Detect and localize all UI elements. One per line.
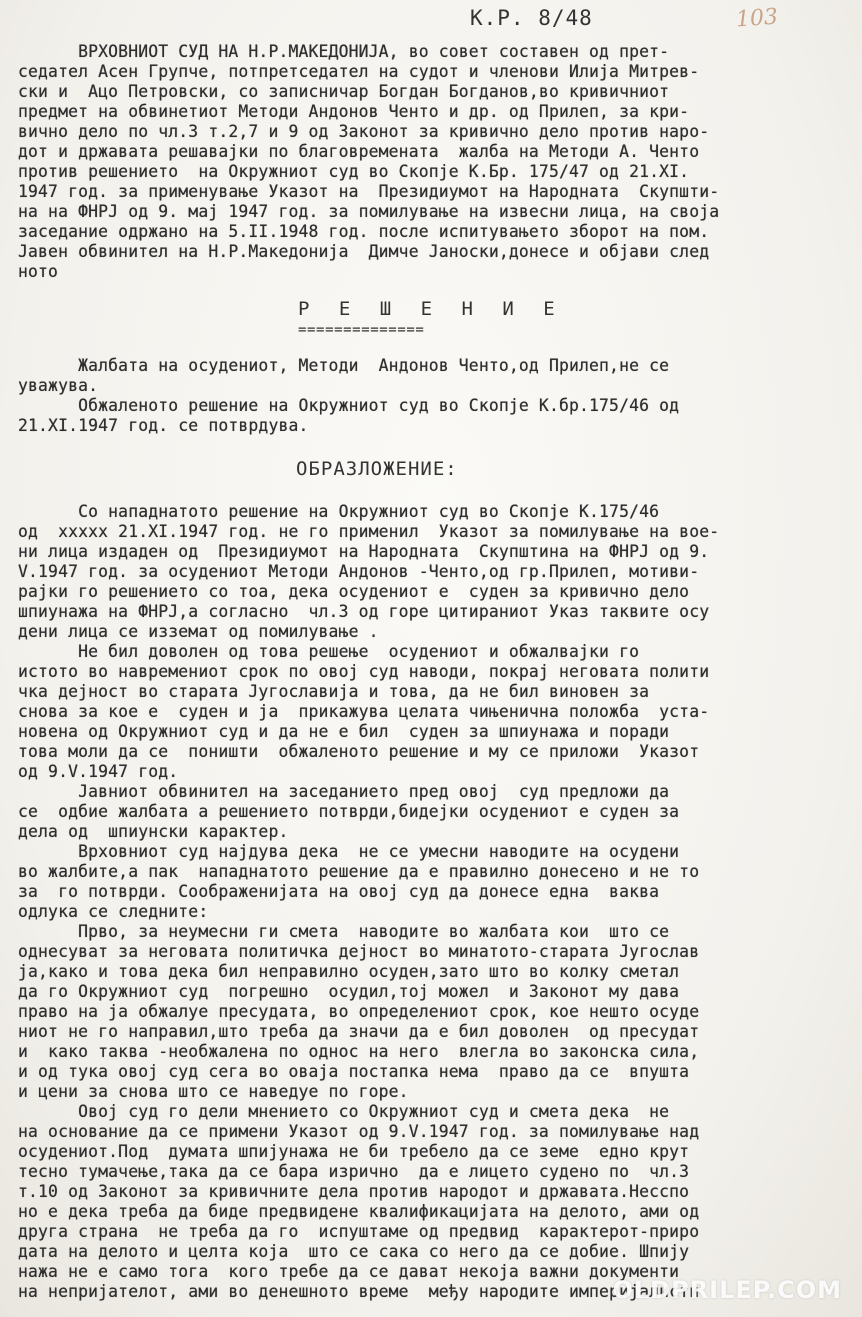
text-line: чка дејност во старата Југославија и това, да не бил виновен за xyxy=(18,682,650,701)
text-line: ски и Ацо Петровски, со записничар Богдан Богданов,во кривичниот xyxy=(18,82,670,101)
reasoning-heading: ОБРАЗЛОЖЕНИЕ: xyxy=(296,458,458,480)
decision-heading: Р Е Ш Е Н И Е xyxy=(298,298,564,320)
text-line: това моли да се поништи обжаленото решение и му се приложи Указот xyxy=(18,742,700,761)
intro-paragraph xyxy=(18,42,844,282)
text-line: Жалбата на осудениот, Методи Андонов Ченто,од Прилеп,не се xyxy=(18,356,670,375)
text-line: против решението на Окружниот суд во Скопје К.Бр. 175/47 од 21.XI. xyxy=(18,162,690,181)
text-line: Обжаленото решение на Окружниот суд во Скопје К.бр.175/46 од xyxy=(18,396,680,415)
handwritten-folio-number: 103 xyxy=(735,4,779,33)
text-line: рајки го решението со тоа, дека осудениот е суден за кривично дело xyxy=(18,582,690,601)
text-line: дени лица се изземат од помилување . xyxy=(18,622,379,641)
text-line: во жалбите,а пак нападнатото решение да е правилно донесено и не то xyxy=(18,862,700,881)
text-line: ја,како и това дека бил неправилно осуден,зато што во колку сметал xyxy=(18,962,680,981)
text-line: за го потврди. Соображенијата на овој суд да донесе една ваква xyxy=(18,882,660,901)
text-line: дата на делото и целта која што се сака со него да се добие. Шпију xyxy=(18,1242,690,1261)
text-line: Јавниот обвинител на заседанието пред овој суд предложи да xyxy=(18,782,670,801)
text-line: Прво, за неумесни ги смета наводите во жалбата кои што се xyxy=(18,922,670,941)
text-line: уважува. xyxy=(18,376,99,395)
text-line: заседание одржано на 5.II.1948 год. после испитувањето зборот на пом. xyxy=(18,222,710,241)
text-line: тесно тумачење,така да се бара изрично да е лицето судено по чл.3 xyxy=(18,1162,690,1181)
text-line: нажа не е само тога кого требе да се дават некоја важни документи xyxy=(18,1262,680,1281)
text-line: 21.XI.1947 год. се потврдува. xyxy=(18,416,309,435)
text-line: новена од Окружниот суд и да не е бил суден за шпиунажа и поради xyxy=(18,722,670,741)
decision-paragraph xyxy=(18,356,844,436)
text-line: и како таква -необжалена по однос на него влегла во законска сила, xyxy=(18,1042,700,1061)
text-line: од 9.V.1947 год. xyxy=(18,762,179,781)
text-line: т.10 од Законот за кривичните дела против народот и државата.Несспо xyxy=(18,1182,690,1201)
text-line: предмет на обвинетиот Методи Андонов Ченто и др. од Прилеп, за кри- xyxy=(18,102,690,121)
text-line: на непријателот, ами во денешното време међу народите империјалисти xyxy=(18,1282,700,1301)
text-line: шпиунажа на ФНРЈ,а согласно чл.3 од горе цитираниот Указ таквите осу xyxy=(18,602,710,621)
text-line: Јавен обвинител на Н.Р.Македонија Димче Јаноски,донесе и објави след xyxy=(18,242,710,261)
text-line: ни лица издаден од Президиумот на Народната Скупштина на ФНРЈ од 9. xyxy=(18,542,710,561)
text-line: од ххххх 21.XI.1947 год. не го применил Указот за помилување на вое- xyxy=(18,522,720,541)
text-line: и од тука овој суд сега во оваја постапка нема право да се впушта xyxy=(18,1062,690,1081)
text-line: снова за кое е суден и ја прикажува целата чињенична положба уста- xyxy=(18,702,710,721)
text-line: однесуват за неговата политичка дејност во минатото-старата Југослав xyxy=(18,942,700,961)
text-line: истото во навремениот срок по овој суд наводи, покрај неговата полити xyxy=(18,662,710,681)
text-line: Не бил доволен од това решење осудениот и обжалвајки го xyxy=(18,642,640,661)
text-line: дела од шпиунски карактер. xyxy=(18,822,289,841)
text-line: ното xyxy=(18,262,59,281)
text-line: ниот не го направил,што треба да значи да е бил доволен од пресудат xyxy=(18,1022,700,1041)
text-line: дот и државата решавајки по благовремената жалба на Методи А. Ченто xyxy=(18,142,700,161)
text-line: друга страна не треба да го испуштаме од предвид карактерот-приро xyxy=(18,1222,700,1241)
text-line: V.1947 год. за осудениот Методи Андонов -Ченто,од гр.Прилеп, мотиви- xyxy=(18,562,700,581)
text-line: и цени за снова што се наведуе по горе. xyxy=(18,1082,409,1101)
text-line: да го Окружниот суд погрешно осудил,тој можел и Законот му дава xyxy=(18,982,680,1001)
text-line: осудениот.Под думата шпијунажа не би требело да се земе едно крут xyxy=(18,1142,690,1161)
text-line: се одбие жалбата а решението потврди,бидејки осудениот е суден за xyxy=(18,802,680,821)
text-line: Врховниот суд најдува дека не се умесни наводите на осудени xyxy=(18,842,680,861)
text-line: седател Асен Групче, потпретседател на судот и членови Илија Митрев- xyxy=(18,62,700,81)
case-reference: К.Р. 8/48 xyxy=(470,6,593,30)
text-line: право на ја обжалуе пресудата, во определениот срок, кое нешто осуде xyxy=(18,1002,700,1021)
text-line: Со нападнатото решение на Окружниот суд во Скопје К.175/46 xyxy=(18,502,660,521)
text-line: Овој суд го дели мнението со Окружниот суд и смета дека не xyxy=(18,1102,670,1121)
decision-heading-underline: ============== xyxy=(298,322,425,338)
text-line: на на ФНРЈ од 9. мај 1947 год. за помилување на извесни лица, на своја xyxy=(18,202,720,221)
text-line: 1947 год. за применување Указот на Президиумот на Народната Скупшти- xyxy=(18,182,720,201)
reasoning-paragraph xyxy=(18,502,844,1302)
text-line: ВРХОВНИОТ СУД НА Н.Р.МАКЕДОНИЈА, во совет составен од прет- xyxy=(18,42,670,61)
text-line: но е дека треба да биде предвидене квалификацијата на делото, ами од xyxy=(18,1202,700,1221)
text-line: на основание да се примени Указот од 9.V.1947 год. за помилување над xyxy=(18,1122,700,1141)
site-watermark: OLDPRILEP.COM xyxy=(612,1276,842,1304)
text-line: одлука се следните: xyxy=(18,902,209,921)
text-line: вично дело по чл.3 т.2,7 и 9 од Законот за кривично дело против наро- xyxy=(18,122,710,141)
